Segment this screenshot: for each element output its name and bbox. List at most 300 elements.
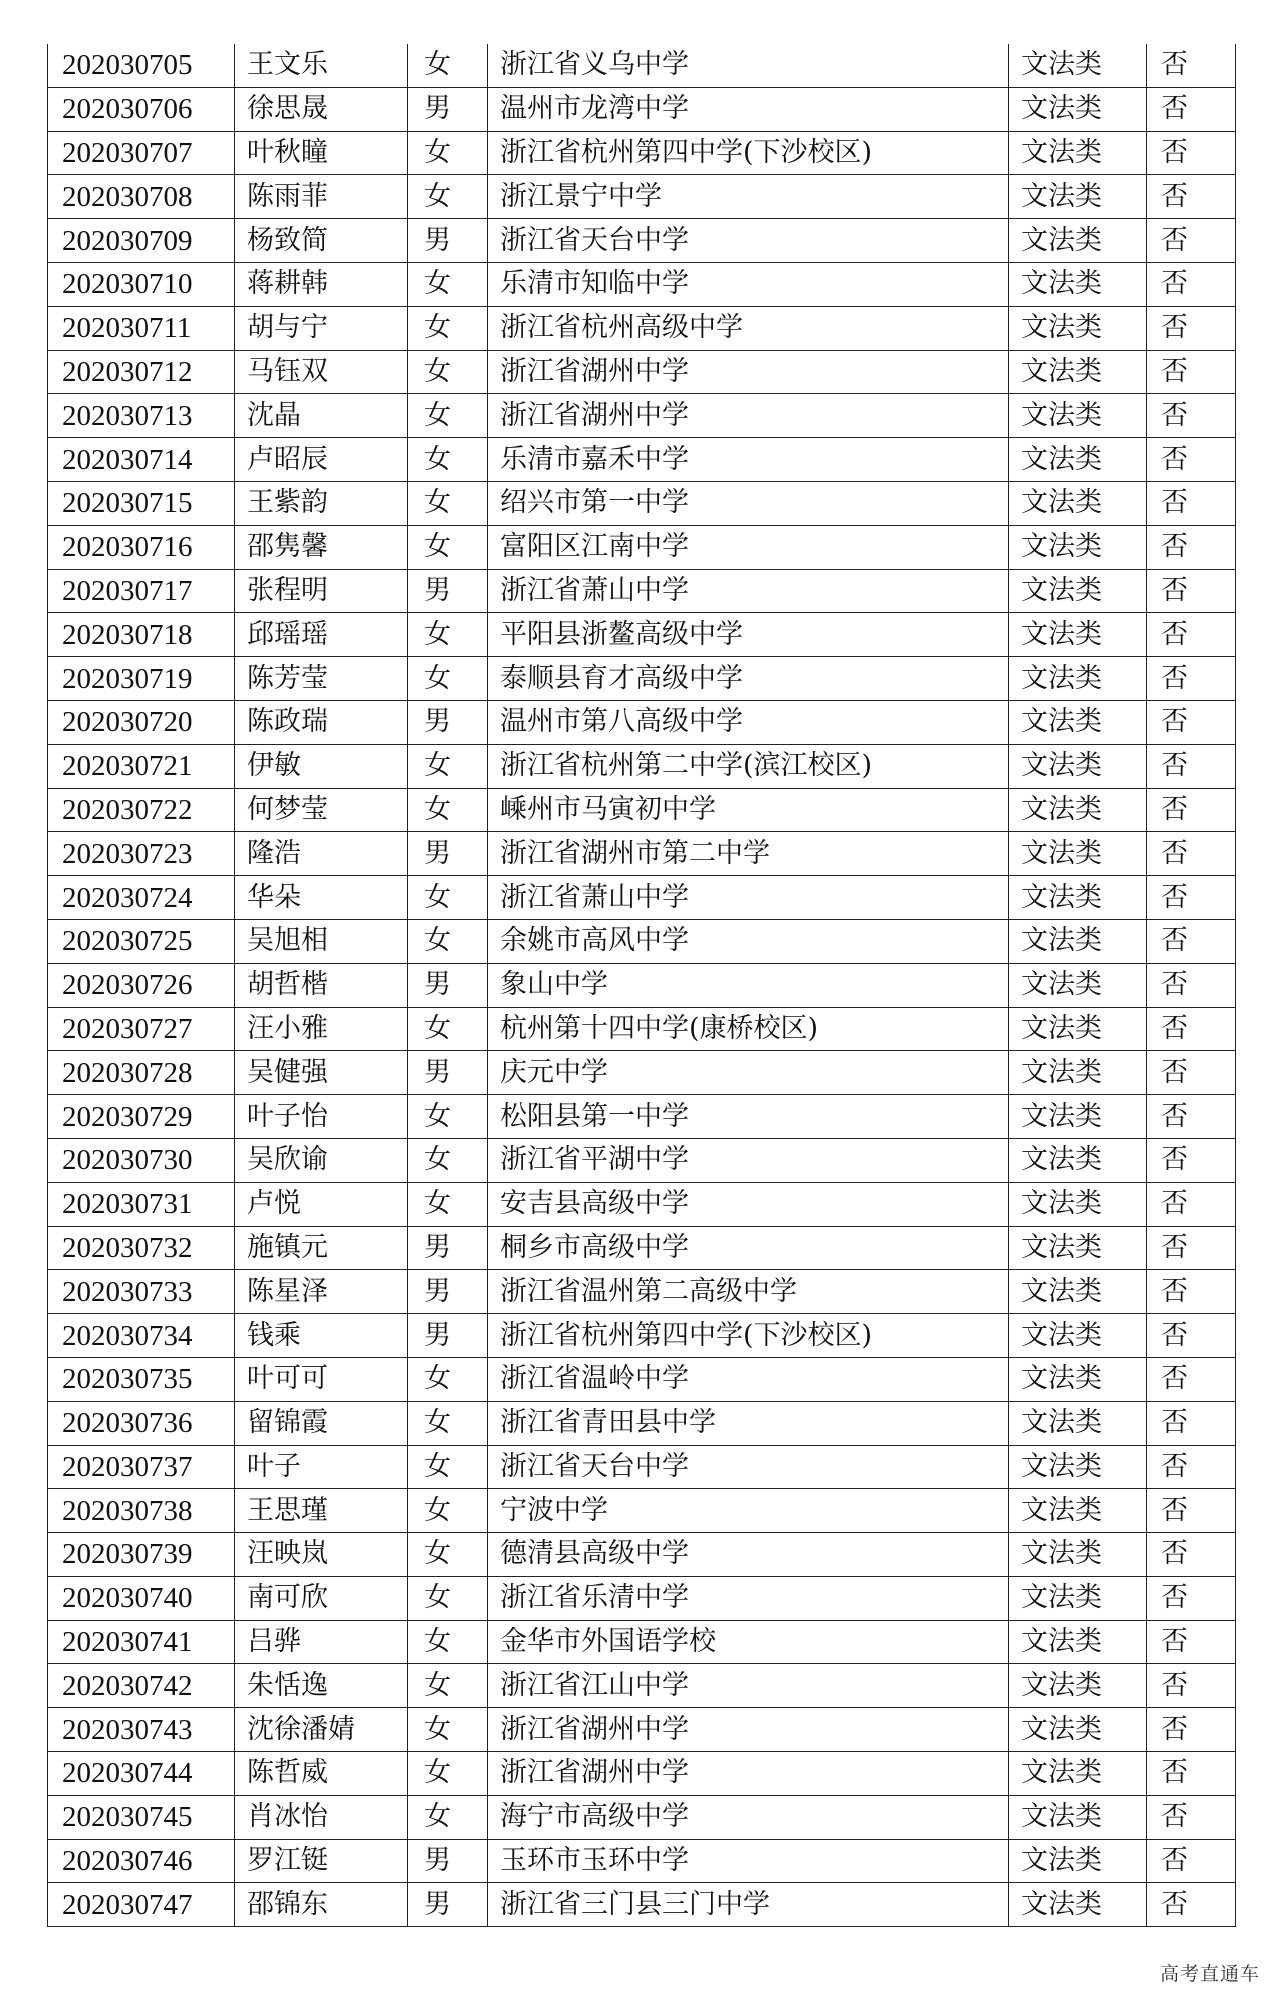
category-cell: 文法类 — [1009, 1401, 1147, 1445]
gender-cell: 女 — [408, 1182, 488, 1226]
student-name-cell: 汪小雅 — [235, 1007, 408, 1051]
candidate-id-cell: 202030732 — [48, 1226, 235, 1270]
category-cell: 文法类 — [1009, 350, 1147, 394]
gender-cell: 女 — [408, 1401, 488, 1445]
school-cell: 浙江省杭州第二中学(滨江校区) — [488, 744, 1009, 788]
candidate-id-cell: 202030731 — [48, 1182, 235, 1226]
flag-cell: 否 — [1147, 219, 1236, 263]
candidate-id-cell: 202030725 — [48, 919, 235, 963]
student-name-cell: 陈雨菲 — [235, 175, 408, 219]
school-cell: 浙江省温州第二高级中学 — [488, 1270, 1009, 1314]
student-name-cell: 吴欣谕 — [235, 1138, 408, 1182]
flag-cell: 否 — [1147, 569, 1236, 613]
school-cell: 平阳县浙鳌高级中学 — [488, 613, 1009, 657]
table-row — [48, 262, 1236, 306]
school-cell: 浙江省湖州中学 — [488, 350, 1009, 394]
gender-cell: 女 — [408, 481, 488, 525]
flag-cell: 否 — [1147, 306, 1236, 350]
student-name-cell: 伊敏 — [235, 744, 408, 788]
student-name-cell: 陈芳莹 — [235, 657, 408, 701]
table-row — [48, 1839, 1236, 1883]
table-row — [48, 1489, 1236, 1533]
category-cell: 文法类 — [1009, 481, 1147, 525]
student-name-cell: 陈星泽 — [235, 1270, 408, 1314]
gender-cell: 男 — [408, 569, 488, 613]
gender-cell: 女 — [408, 1576, 488, 1620]
candidate-id-cell: 202030735 — [48, 1357, 235, 1401]
flag-cell: 否 — [1147, 1708, 1236, 1752]
candidate-id-cell: 202030710 — [48, 262, 235, 306]
candidate-id-cell: 202030740 — [48, 1576, 235, 1620]
flag-cell: 否 — [1147, 613, 1236, 657]
flag-cell: 否 — [1147, 525, 1236, 569]
category-cell: 文法类 — [1009, 744, 1147, 788]
school-cell: 浙江省萧山中学 — [488, 569, 1009, 613]
flag-cell: 否 — [1147, 481, 1236, 525]
candidate-id-cell: 202030718 — [48, 613, 235, 657]
school-cell: 浙江省青田县中学 — [488, 1401, 1009, 1445]
gender-cell: 女 — [408, 1664, 488, 1708]
table-row — [48, 1051, 1236, 1095]
category-cell: 文法类 — [1009, 306, 1147, 350]
student-name-cell: 叶可可 — [235, 1357, 408, 1401]
student-name-cell: 蒋耕韩 — [235, 262, 408, 306]
gender-cell: 男 — [408, 1883, 488, 1927]
flag-cell: 否 — [1147, 438, 1236, 482]
category-cell: 文法类 — [1009, 1576, 1147, 1620]
category-cell: 文法类 — [1009, 1095, 1147, 1139]
table-row — [48, 394, 1236, 438]
table-row — [48, 613, 1236, 657]
category-cell: 文法类 — [1009, 1489, 1147, 1533]
gender-cell: 女 — [408, 175, 488, 219]
flag-cell: 否 — [1147, 876, 1236, 920]
gender-cell: 女 — [408, 438, 488, 482]
student-name-cell: 陈政瑞 — [235, 700, 408, 744]
candidate-id-cell: 202030714 — [48, 438, 235, 482]
table-row — [48, 1664, 1236, 1708]
admission-list-table — [47, 44, 1236, 1927]
student-name-cell: 汪映岚 — [235, 1533, 408, 1577]
category-cell: 文法类 — [1009, 1051, 1147, 1095]
table-row — [48, 481, 1236, 525]
gender-cell: 男 — [408, 1226, 488, 1270]
flag-cell: 否 — [1147, 1752, 1236, 1796]
school-cell: 玉环市玉环中学 — [488, 1839, 1009, 1883]
school-cell: 温州市第八高级中学 — [488, 700, 1009, 744]
table-row — [48, 788, 1236, 832]
table-row — [48, 87, 1236, 131]
gender-cell: 女 — [408, 919, 488, 963]
table-row — [48, 700, 1236, 744]
gender-cell: 女 — [408, 1533, 488, 1577]
student-name-cell: 隆浩 — [235, 832, 408, 876]
candidate-id-cell: 202030716 — [48, 525, 235, 569]
gender-cell: 男 — [408, 219, 488, 263]
candidate-id-cell: 202030727 — [48, 1007, 235, 1051]
flag-cell: 否 — [1147, 394, 1236, 438]
school-cell: 浙江省义乌中学 — [488, 44, 1009, 87]
table-row — [48, 1708, 1236, 1752]
table-row — [48, 131, 1236, 175]
table-row — [48, 1795, 1236, 1839]
school-cell: 浙江省萧山中学 — [488, 876, 1009, 920]
student-name-cell: 邱瑶瑶 — [235, 613, 408, 657]
school-cell: 浙江省湖州市第二中学 — [488, 832, 1009, 876]
gender-cell: 女 — [408, 1708, 488, 1752]
gender-cell: 男 — [408, 700, 488, 744]
candidate-id-cell: 202030723 — [48, 832, 235, 876]
flag-cell: 否 — [1147, 832, 1236, 876]
category-cell: 文法类 — [1009, 1357, 1147, 1401]
school-cell: 安吉县高级中学 — [488, 1182, 1009, 1226]
school-cell: 浙江省杭州高级中学 — [488, 306, 1009, 350]
flag-cell: 否 — [1147, 350, 1236, 394]
category-cell: 文法类 — [1009, 1708, 1147, 1752]
flag-cell: 否 — [1147, 175, 1236, 219]
gender-cell: 男 — [408, 1051, 488, 1095]
category-cell: 文法类 — [1009, 525, 1147, 569]
school-cell: 浙江省乐清中学 — [488, 1576, 1009, 1620]
flag-cell: 否 — [1147, 963, 1236, 1007]
student-name-cell: 邵锦东 — [235, 1883, 408, 1927]
table-row — [48, 1007, 1236, 1051]
table-row — [48, 1533, 1236, 1577]
flag-cell: 否 — [1147, 1007, 1236, 1051]
student-name-cell: 叶子 — [235, 1445, 408, 1489]
table-row — [48, 1357, 1236, 1401]
candidate-id-cell: 202030747 — [48, 1883, 235, 1927]
school-cell: 浙江省三门县三门中学 — [488, 1883, 1009, 1927]
table-row — [48, 1182, 1236, 1226]
category-cell: 文法类 — [1009, 1795, 1147, 1839]
candidate-id-cell: 202030706 — [48, 87, 235, 131]
table-row — [48, 569, 1236, 613]
school-cell: 余姚市高风中学 — [488, 919, 1009, 963]
gender-cell: 男 — [408, 1270, 488, 1314]
table-row — [48, 438, 1236, 482]
category-cell: 文法类 — [1009, 1182, 1147, 1226]
school-cell: 温州市龙湾中学 — [488, 87, 1009, 131]
flag-cell: 否 — [1147, 44, 1236, 87]
flag-cell: 否 — [1147, 657, 1236, 701]
flag-cell: 否 — [1147, 262, 1236, 306]
gender-cell: 女 — [408, 131, 488, 175]
category-cell: 文法类 — [1009, 700, 1147, 744]
flag-cell: 否 — [1147, 1883, 1236, 1927]
candidate-id-cell: 202030745 — [48, 1795, 235, 1839]
candidate-id-cell: 202030726 — [48, 963, 235, 1007]
category-cell: 文法类 — [1009, 262, 1147, 306]
student-name-cell: 钱乘 — [235, 1314, 408, 1358]
student-name-cell: 华朵 — [235, 876, 408, 920]
candidate-id-cell: 202030739 — [48, 1533, 235, 1577]
student-name-cell: 杨致简 — [235, 219, 408, 263]
school-cell: 乐清市知临中学 — [488, 262, 1009, 306]
table-row — [48, 525, 1236, 569]
candidate-id-cell: 202030707 — [48, 131, 235, 175]
flag-cell: 否 — [1147, 1445, 1236, 1489]
candidate-id-cell: 202030737 — [48, 1445, 235, 1489]
student-name-cell: 卢悦 — [235, 1182, 408, 1226]
candidate-id-cell: 202030712 — [48, 350, 235, 394]
table-row — [48, 1752, 1236, 1796]
watermark-text: 高考直通车 — [1159, 1963, 1260, 1985]
gender-cell: 女 — [408, 1138, 488, 1182]
candidate-id-cell: 202030729 — [48, 1095, 235, 1139]
candidate-id-cell: 202030730 — [48, 1138, 235, 1182]
candidate-id-cell: 202030744 — [48, 1752, 235, 1796]
table-row — [48, 1314, 1236, 1358]
gender-cell: 男 — [408, 1839, 488, 1883]
gender-cell: 女 — [408, 788, 488, 832]
flag-cell: 否 — [1147, 131, 1236, 175]
table-body — [48, 44, 1236, 1927]
school-cell: 松阳县第一中学 — [488, 1095, 1009, 1139]
candidate-id-cell: 202030746 — [48, 1839, 235, 1883]
category-cell: 文法类 — [1009, 1883, 1147, 1927]
gender-cell: 女 — [408, 744, 488, 788]
candidate-id-cell: 202030724 — [48, 876, 235, 920]
category-cell: 文法类 — [1009, 1007, 1147, 1051]
flag-cell: 否 — [1147, 87, 1236, 131]
gender-cell: 男 — [408, 1314, 488, 1358]
table-row — [48, 306, 1236, 350]
school-cell: 富阳区江南中学 — [488, 525, 1009, 569]
school-cell: 象山中学 — [488, 963, 1009, 1007]
student-name-cell: 朱恬逸 — [235, 1664, 408, 1708]
candidate-id-cell: 202030738 — [48, 1489, 235, 1533]
school-cell: 浙江省杭州第四中学(下沙校区) — [488, 131, 1009, 175]
category-cell: 文法类 — [1009, 1533, 1147, 1577]
school-cell: 宁波中学 — [488, 1489, 1009, 1533]
category-cell: 文法类 — [1009, 175, 1147, 219]
student-name-cell: 施镇元 — [235, 1226, 408, 1270]
category-cell: 文法类 — [1009, 1138, 1147, 1182]
flag-cell: 否 — [1147, 1226, 1236, 1270]
school-cell: 浙江省天台中学 — [488, 1445, 1009, 1489]
school-cell: 浙江省湖州中学 — [488, 1752, 1009, 1796]
student-name-cell: 张程明 — [235, 569, 408, 613]
flag-cell: 否 — [1147, 788, 1236, 832]
gender-cell: 女 — [408, 1357, 488, 1401]
school-cell: 浙江省江山中学 — [488, 1664, 1009, 1708]
category-cell: 文法类 — [1009, 87, 1147, 131]
student-name-cell: 南可欣 — [235, 1576, 408, 1620]
table-row — [48, 219, 1236, 263]
gender-cell: 女 — [408, 1752, 488, 1796]
gender-cell: 女 — [408, 306, 488, 350]
category-cell: 文法类 — [1009, 438, 1147, 482]
candidate-id-cell: 202030715 — [48, 481, 235, 525]
school-cell: 金华市外国语学校 — [488, 1620, 1009, 1664]
school-cell: 杭州第十四中学(康桥校区) — [488, 1007, 1009, 1051]
gender-cell: 女 — [408, 876, 488, 920]
student-name-cell: 何梦莹 — [235, 788, 408, 832]
category-cell: 文法类 — [1009, 219, 1147, 263]
flag-cell: 否 — [1147, 700, 1236, 744]
school-cell: 浙江省平湖中学 — [488, 1138, 1009, 1182]
student-name-cell: 吴旭相 — [235, 919, 408, 963]
flag-cell: 否 — [1147, 1795, 1236, 1839]
category-cell: 文法类 — [1009, 1226, 1147, 1270]
student-name-cell: 胡与宁 — [235, 306, 408, 350]
flag-cell: 否 — [1147, 919, 1236, 963]
category-cell: 文法类 — [1009, 788, 1147, 832]
school-cell: 浙江省温岭中学 — [488, 1357, 1009, 1401]
category-cell: 文法类 — [1009, 919, 1147, 963]
gender-cell: 女 — [408, 1445, 488, 1489]
gender-cell: 女 — [408, 1620, 488, 1664]
table-row — [48, 350, 1236, 394]
table-row — [48, 1445, 1236, 1489]
flag-cell: 否 — [1147, 1357, 1236, 1401]
student-name-cell: 卢昭辰 — [235, 438, 408, 482]
flag-cell: 否 — [1147, 1533, 1236, 1577]
gender-cell: 女 — [408, 657, 488, 701]
gender-cell: 女 — [408, 350, 488, 394]
table-row — [48, 175, 1236, 219]
student-name-cell: 王紫韵 — [235, 481, 408, 525]
flag-cell: 否 — [1147, 1138, 1236, 1182]
table-row — [48, 1401, 1236, 1445]
school-cell: 浙江省杭州第四中学(下沙校区) — [488, 1314, 1009, 1358]
flag-cell: 否 — [1147, 1489, 1236, 1533]
gender-cell: 男 — [408, 87, 488, 131]
table-row — [48, 1620, 1236, 1664]
candidate-id-cell: 202030705 — [48, 44, 235, 87]
candidate-id-cell: 202030722 — [48, 788, 235, 832]
student-name-cell: 吴健强 — [235, 1051, 408, 1095]
flag-cell: 否 — [1147, 1270, 1236, 1314]
school-cell: 桐乡市高级中学 — [488, 1226, 1009, 1270]
table-row — [48, 657, 1236, 701]
candidate-id-cell: 202030743 — [48, 1708, 235, 1752]
category-cell: 文法类 — [1009, 569, 1147, 613]
school-cell: 海宁市高级中学 — [488, 1795, 1009, 1839]
candidate-id-cell: 202030721 — [48, 744, 235, 788]
school-cell: 浙江景宁中学 — [488, 175, 1009, 219]
table-row — [48, 744, 1236, 788]
table-row — [48, 1883, 1236, 1927]
school-cell: 浙江省湖州中学 — [488, 1708, 1009, 1752]
gender-cell: 女 — [408, 394, 488, 438]
gender-cell: 女 — [408, 525, 488, 569]
table-row — [48, 1226, 1236, 1270]
student-name-cell: 肖冰怡 — [235, 1795, 408, 1839]
table-row — [48, 1270, 1236, 1314]
category-cell: 文法类 — [1009, 1839, 1147, 1883]
student-name-cell: 沈晶 — [235, 394, 408, 438]
flag-cell: 否 — [1147, 1095, 1236, 1139]
gender-cell: 女 — [408, 1007, 488, 1051]
flag-cell: 否 — [1147, 1839, 1236, 1883]
table-row — [48, 963, 1236, 1007]
flag-cell: 否 — [1147, 1182, 1236, 1226]
category-cell: 文法类 — [1009, 131, 1147, 175]
flag-cell: 否 — [1147, 1620, 1236, 1664]
school-cell: 庆元中学 — [488, 1051, 1009, 1095]
table-row — [48, 44, 1236, 87]
school-cell: 泰顺县育才高级中学 — [488, 657, 1009, 701]
student-name-cell: 叶子怡 — [235, 1095, 408, 1139]
student-name-cell: 留锦霞 — [235, 1401, 408, 1445]
table-row — [48, 1095, 1236, 1139]
student-name-cell: 邵隽馨 — [235, 525, 408, 569]
category-cell: 文法类 — [1009, 1664, 1147, 1708]
gender-cell: 女 — [408, 1095, 488, 1139]
category-cell: 文法类 — [1009, 963, 1147, 1007]
candidate-id-cell: 202030728 — [48, 1051, 235, 1095]
school-cell: 浙江省湖州中学 — [488, 394, 1009, 438]
candidate-id-cell: 202030717 — [48, 569, 235, 613]
gender-cell: 女 — [408, 1795, 488, 1839]
category-cell: 文法类 — [1009, 394, 1147, 438]
gender-cell: 女 — [408, 613, 488, 657]
candidate-id-cell: 202030708 — [48, 175, 235, 219]
gender-cell: 女 — [408, 44, 488, 87]
candidate-id-cell: 202030736 — [48, 1401, 235, 1445]
category-cell: 文法类 — [1009, 832, 1147, 876]
student-name-cell: 胡哲楷 — [235, 963, 408, 1007]
flag-cell: 否 — [1147, 1576, 1236, 1620]
candidate-id-cell: 202030711 — [48, 306, 235, 350]
gender-cell: 女 — [408, 1489, 488, 1533]
category-cell: 文法类 — [1009, 876, 1147, 920]
student-name-cell: 叶秋瞳 — [235, 131, 408, 175]
category-cell: 文法类 — [1009, 613, 1147, 657]
candidate-id-cell: 202030709 — [48, 219, 235, 263]
student-name-cell: 沈徐潘婧 — [235, 1708, 408, 1752]
flag-cell: 否 — [1147, 744, 1236, 788]
gender-cell: 男 — [408, 832, 488, 876]
flag-cell: 否 — [1147, 1664, 1236, 1708]
student-name-cell: 徐思晟 — [235, 87, 408, 131]
category-cell: 文法类 — [1009, 657, 1147, 701]
gender-cell: 女 — [408, 262, 488, 306]
flag-cell: 否 — [1147, 1314, 1236, 1358]
flag-cell: 否 — [1147, 1401, 1236, 1445]
student-name-cell: 罗江铤 — [235, 1839, 408, 1883]
flag-cell: 否 — [1147, 1051, 1236, 1095]
candidate-id-cell: 202030734 — [48, 1314, 235, 1358]
category-cell: 文法类 — [1009, 1314, 1147, 1358]
student-name-cell: 吕骅 — [235, 1620, 408, 1664]
student-name-cell: 陈哲威 — [235, 1752, 408, 1796]
category-cell: 文法类 — [1009, 1445, 1147, 1489]
candidate-id-cell: 202030741 — [48, 1620, 235, 1664]
category-cell: 文法类 — [1009, 1270, 1147, 1314]
category-cell: 文法类 — [1009, 1752, 1147, 1796]
table-row — [48, 919, 1236, 963]
table-row — [48, 832, 1236, 876]
candidate-id-cell: 202030713 — [48, 394, 235, 438]
table-row — [48, 876, 1236, 920]
candidate-id-cell: 202030720 — [48, 700, 235, 744]
category-cell: 文法类 — [1009, 1620, 1147, 1664]
candidate-id-cell: 202030742 — [48, 1664, 235, 1708]
table-row — [48, 1576, 1236, 1620]
student-name-cell: 马钰双 — [235, 350, 408, 394]
student-name-cell: 王文乐 — [235, 44, 408, 87]
school-cell: 绍兴市第一中学 — [488, 481, 1009, 525]
candidate-id-cell: 202030733 — [48, 1270, 235, 1314]
candidate-id-cell: 202030719 — [48, 657, 235, 701]
category-cell: 文法类 — [1009, 44, 1147, 87]
table-row — [48, 1138, 1236, 1182]
school-cell: 嵊州市马寅初中学 — [488, 788, 1009, 832]
school-cell: 乐清市嘉禾中学 — [488, 438, 1009, 482]
